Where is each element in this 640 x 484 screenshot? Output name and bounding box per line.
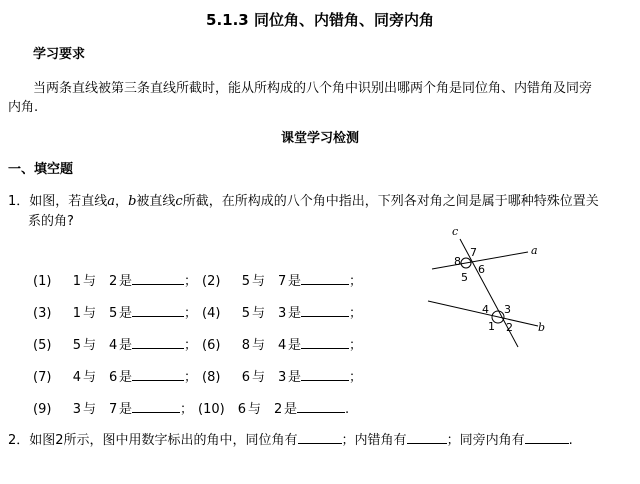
answer-row: [33, 366, 362, 385]
question-2: [8, 429, 573, 448]
angle-label-3: 3: [504, 303, 511, 316]
answer-blank[interactable]: [298, 430, 342, 444]
angle-number: 7: [109, 402, 118, 417]
punct: ；: [184, 274, 198, 289]
angle-number: 1: [72, 306, 81, 321]
conj: 是: [119, 402, 133, 417]
label-c: c: [452, 225, 459, 238]
conj: 是: [119, 306, 133, 321]
angle-label-2: 2: [506, 321, 513, 334]
angle-number: 6: [109, 370, 118, 385]
answer-blank[interactable]: [132, 367, 184, 381]
item-label: (5): [33, 338, 52, 353]
requirements-heading: 学习要求: [33, 47, 86, 62]
punct: ；: [349, 370, 363, 385]
angle-label-4: 4: [482, 303, 489, 316]
angle-number: 3: [278, 306, 287, 321]
item-label: (6): [202, 338, 221, 353]
angle-number: 4: [109, 338, 118, 353]
conj: 与: [83, 306, 97, 321]
answer-row: [33, 302, 362, 321]
geometry-figure: [420, 225, 560, 350]
answer-row: [33, 398, 349, 417]
angle-number: 5: [109, 306, 118, 321]
punct: .: [345, 402, 350, 417]
angle-label-5: 5: [461, 271, 468, 284]
angle-number: 4: [278, 338, 287, 353]
q2-text: 2．如图2所示，图中用数字标出的角中，同位角有: [8, 433, 298, 448]
answer-blank[interactable]: [301, 271, 349, 285]
angle-number: 2: [109, 274, 118, 289]
angle-number: 8: [241, 338, 251, 353]
item-label: (7): [33, 370, 52, 385]
punct: ；: [349, 338, 363, 353]
conj: 与: [252, 370, 266, 385]
punct: ；: [180, 402, 194, 417]
angle-number: 2: [274, 402, 283, 417]
punct: ；: [184, 370, 198, 385]
item-label: (10): [198, 402, 225, 417]
angle-label-6: 6: [478, 263, 485, 276]
angle-number: 5: [241, 274, 251, 289]
answer-blank[interactable]: [525, 430, 569, 444]
conj: 与: [248, 402, 262, 417]
requirements-text-line2: 内角.: [8, 100, 39, 115]
var-b: b: [128, 194, 137, 209]
item-label: (1): [33, 274, 52, 289]
angle-label-7: 7: [470, 246, 477, 259]
question-1-line1: [8, 190, 599, 209]
var-c: c: [175, 194, 183, 209]
angle-number: 6: [241, 370, 251, 385]
punct: ；: [349, 306, 363, 321]
var-a: a: [107, 194, 116, 209]
item-label: (4): [202, 306, 221, 321]
q1-text: ，: [115, 194, 129, 209]
conj: 与: [252, 306, 266, 321]
punct: ；: [184, 338, 198, 353]
answer-blank[interactable]: [301, 303, 349, 317]
angle-number: 1: [72, 274, 81, 289]
q2-text: ；内错角有: [341, 433, 407, 448]
angle-label-1: 1: [488, 320, 495, 333]
answer-blank[interactable]: [132, 303, 184, 317]
label-a: a: [531, 244, 538, 257]
conj: 是: [288, 274, 302, 289]
item-label: (8): [202, 370, 221, 385]
angle-number: 5: [72, 338, 81, 353]
item-label: (9): [33, 402, 52, 417]
conj: 是: [119, 338, 133, 353]
answer-blank[interactable]: [132, 271, 184, 285]
question-1-line2: 系的角?: [28, 214, 74, 229]
angle-number: 3: [72, 402, 81, 417]
conj: 是: [119, 370, 133, 385]
answer-blank[interactable]: [132, 335, 184, 349]
q2-text: ；同旁内角有: [446, 433, 525, 448]
section-title: 课堂学习检测: [280, 131, 359, 146]
answer-row: [33, 334, 362, 353]
conj: 是: [288, 338, 302, 353]
angle-label-8: 8: [454, 255, 461, 268]
conj: 与: [252, 274, 266, 289]
conj: 与: [83, 338, 97, 353]
angle-number: 4: [72, 370, 81, 385]
q1-text: 被直线: [136, 194, 176, 209]
q1-text: 所截，在所构成的八个角中指出，下列各对角之间是属于哪种特殊位置关: [182, 194, 599, 209]
punct: ；: [184, 306, 198, 321]
requirements-text-line1: 当两条直线被第三条直线所截时，能从所构成的八个角中识别出哪两个角是同位角、内错角及同旁: [33, 81, 593, 96]
conj: 是: [119, 274, 133, 289]
page-title: 5.1.3 同位角、内错角、同旁内角: [206, 11, 434, 29]
angle-number: 3: [278, 370, 287, 385]
conj: 与: [252, 338, 266, 353]
answer-blank[interactable]: [301, 335, 349, 349]
conj: 与: [83, 274, 97, 289]
answer-blank[interactable]: [132, 399, 180, 413]
answer-blank[interactable]: [297, 399, 345, 413]
item-label: (2): [202, 274, 221, 289]
angle-number: 6: [237, 402, 247, 417]
part-title: 一、填空题: [8, 162, 74, 177]
punct: ；: [349, 274, 363, 289]
conj: 是: [284, 402, 298, 417]
item-label: (3): [33, 306, 52, 321]
angle-number: 5: [241, 306, 251, 321]
q1-text: 1．如图，若直线: [8, 194, 108, 209]
conj: 是: [288, 306, 302, 321]
answer-blank[interactable]: [407, 430, 447, 444]
conj: 是: [288, 370, 302, 385]
answer-blank[interactable]: [301, 367, 349, 381]
label-b: b: [538, 321, 546, 334]
conj: 与: [83, 402, 97, 417]
conj: 与: [83, 370, 97, 385]
q2-text: .: [568, 433, 573, 448]
angle-number: 7: [278, 274, 287, 289]
answer-row: [33, 270, 362, 289]
